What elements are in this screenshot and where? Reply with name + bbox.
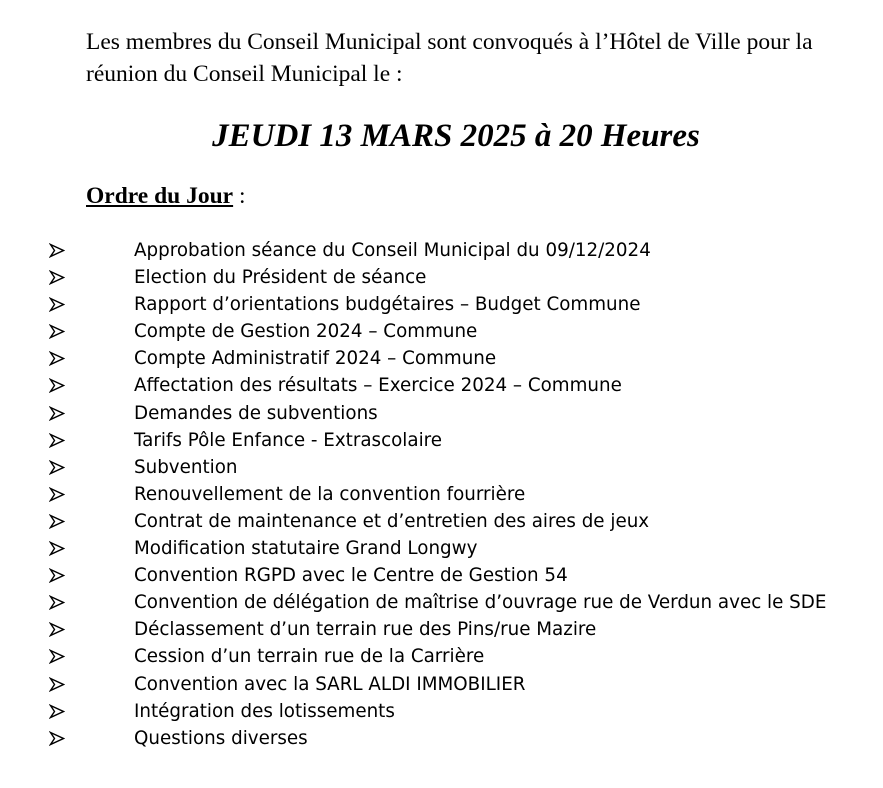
agenda-item-text: Intégration des lotissements xyxy=(134,700,395,722)
agenda-item xyxy=(0,671,883,698)
agenda-item-text: Cession d’un terrain rue de la Carrière xyxy=(134,646,485,668)
agenda-item xyxy=(0,725,883,752)
intro-paragraph xyxy=(86,26,856,90)
agenda-item xyxy=(0,237,883,264)
agenda-item xyxy=(0,400,883,427)
arrowhead-bullet-icon xyxy=(49,264,67,291)
arrowhead-bullet-icon xyxy=(49,616,67,643)
agenda-item xyxy=(0,372,883,399)
intro-line-2: réunion du Conseil Municipal le : xyxy=(86,61,403,87)
agenda-list xyxy=(0,237,883,752)
arrowhead-bullet-icon xyxy=(49,643,67,670)
agenda-item xyxy=(0,291,883,318)
agenda-item-text: Compte Administratif 2024 – Commune xyxy=(134,348,497,370)
agenda-heading-title: Ordre du Jour xyxy=(86,183,234,209)
agenda-item-text: Déclassement d’un terrain rue des Pins/rue Mazire xyxy=(134,619,597,641)
agenda-item xyxy=(0,318,883,345)
arrowhead-bullet-icon xyxy=(49,562,67,589)
agenda-heading-colon: : xyxy=(233,183,246,209)
agenda-item xyxy=(0,264,883,291)
agenda-item xyxy=(0,481,883,508)
arrowhead-bullet-icon xyxy=(49,535,67,562)
agenda-item-text: Renouvellement de la convention fourrière xyxy=(134,483,526,505)
arrowhead-bullet-icon xyxy=(49,372,67,399)
agenda-item xyxy=(0,616,883,643)
agenda-item-text: Demandes de subventions xyxy=(134,402,378,424)
agenda-item-text: Convention RGPD avec le Centre de Gestion 54 xyxy=(134,565,568,587)
agenda-heading xyxy=(86,181,246,211)
arrowhead-bullet-icon xyxy=(49,725,67,752)
agenda-item xyxy=(0,643,883,670)
intro-line-1: Les membres du Conseil Municipal sont convoqués à l’Hôtel de Ville pour la xyxy=(86,29,813,55)
arrowhead-bullet-icon xyxy=(49,345,67,372)
arrowhead-bullet-icon xyxy=(49,400,67,427)
agenda-item-text: Compte de Gestion 2024 – Commune xyxy=(134,321,478,343)
agenda-item xyxy=(0,427,883,454)
arrowhead-bullet-icon xyxy=(49,237,67,264)
agenda-item xyxy=(0,535,883,562)
arrowhead-bullet-icon xyxy=(49,427,67,454)
arrowhead-bullet-icon xyxy=(49,589,67,616)
agenda-item-text: Approbation séance du Conseil Municipal du 09/12/2024 xyxy=(134,240,651,261)
agenda-item-text: Convention avec la SARL ALDI IMMOBILIER xyxy=(134,673,526,695)
arrowhead-bullet-icon xyxy=(49,671,67,698)
arrowhead-bullet-icon xyxy=(49,481,67,508)
meeting-date-headline: JEUDI 13 MARS 2025 à 20 Heures xyxy=(212,118,700,154)
agenda-item xyxy=(0,589,883,616)
agenda-item-text: Contrat de maintenance et d’entretien des aires de jeux xyxy=(134,510,650,532)
agenda-item xyxy=(0,345,883,372)
agenda-item xyxy=(0,454,883,481)
agenda-item-text: Questions diverses xyxy=(134,727,308,749)
agenda-item-text: Subvention xyxy=(134,456,238,478)
agenda-item-text: Affectation des résultats – Exercice 2024 – Commune xyxy=(134,375,622,397)
arrowhead-bullet-icon xyxy=(49,318,67,345)
agenda-item-text: Election du Président de séance xyxy=(134,267,427,289)
agenda-item xyxy=(0,562,883,589)
arrowhead-bullet-icon xyxy=(49,454,67,481)
agenda-item xyxy=(0,508,883,535)
agenda-item-text: Convention de délégation de maîtrise d’ouvrage rue de Verdun avec le SDE xyxy=(134,592,827,614)
arrowhead-bullet-icon xyxy=(49,291,67,318)
agenda-item xyxy=(0,698,883,725)
agenda-item-text: Tarifs Pôle Enfance - Extrascolaire xyxy=(134,429,443,451)
agenda-item-text: Rapport d’orientations budgétaires – Budget Commune xyxy=(134,294,641,316)
arrowhead-bullet-icon xyxy=(49,698,67,725)
agenda-item-text: Modification statutaire Grand Longwy xyxy=(134,538,478,560)
arrowhead-bullet-icon xyxy=(49,508,67,535)
